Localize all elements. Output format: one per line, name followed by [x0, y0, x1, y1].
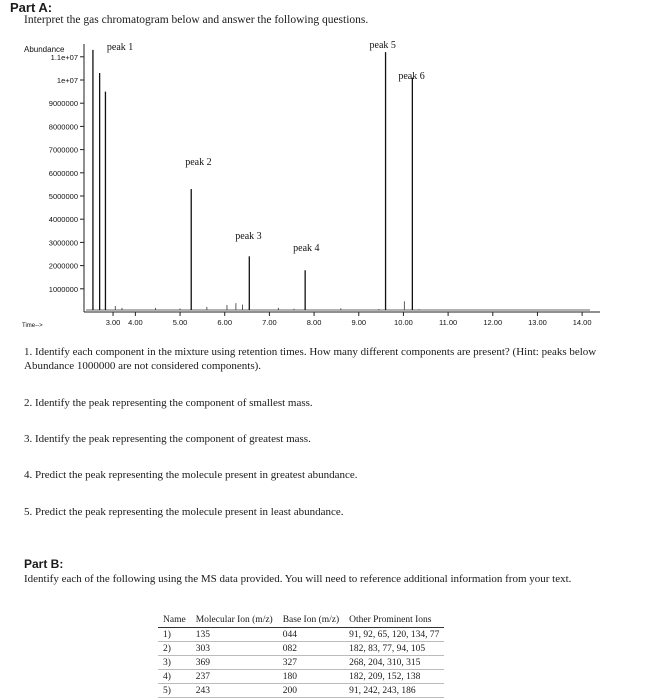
x-tick-label: 8.00 [306, 318, 322, 327]
y-tick-label: 3000000 [48, 238, 78, 248]
x-tick-label: 13.00 [528, 318, 547, 327]
cell-base-ion: 082 [278, 642, 344, 656]
question-3: 3. Identify the peak representing the component of greatest mass. [24, 433, 311, 445]
x-axis-label: Time--> [22, 323, 43, 329]
table-row [158, 656, 444, 670]
x-tick-label: 7.00 [262, 318, 277, 327]
question-5: 5. Predict the peak representing the molecule present in least abundance. [24, 506, 344, 518]
cell-base-ion: 327 [278, 656, 344, 670]
cell-other-ions: 268, 204, 310, 315 [344, 656, 444, 670]
part-a-intro: Interpret the gas chromatogram below and answer the following questions. [24, 14, 369, 26]
cell-molecular-ion: 135 [191, 628, 278, 642]
x-tick-label: 12.00 [483, 318, 503, 327]
table-row [158, 670, 444, 684]
peak-label: peak 4 [293, 243, 320, 254]
y-tick-label: 7000000 [48, 145, 78, 155]
header-molecular-ion: Molecular Ion (m/z) [191, 612, 278, 628]
cell-molecular-ion: 237 [191, 670, 278, 684]
table-row [158, 684, 444, 698]
y-axis-ticks [49, 53, 84, 294]
peak-label: peak 6 [398, 71, 425, 82]
x-tick-label: 10.00 [394, 318, 413, 327]
y-tick-label: 5000000 [48, 192, 78, 201]
x-tick-label: 11.00 [438, 318, 458, 327]
cell-other-ions: 91, 92, 65, 120, 134, 77 [344, 628, 444, 642]
x-tick-label: 14.00 [572, 318, 592, 327]
peak-label: peak 5 [369, 40, 396, 51]
y-tick-label: 6000000 [48, 168, 78, 178]
cell-base-ion: 044 [278, 628, 344, 642]
question-2: 2. Identify the peak representing the component of smallest mass. [24, 397, 313, 409]
x-tick-label: 6.00 [217, 318, 233, 327]
cell-name: 1) [158, 628, 191, 642]
ms-data-table [158, 612, 444, 698]
x-tick-label: 9.00 [351, 318, 367, 327]
question-1: 1. Identify each component in the mixture using retention times. How many different components are present? (Hint: peaks below Abundance 1000000 are not considered components). [24, 346, 597, 372]
table-row [158, 642, 444, 656]
question-4: 4. Predict the peak representing the molecule present in greatest abundance. [24, 469, 358, 481]
y-tick-label: 1000000 [48, 284, 78, 294]
cell-molecular-ion: 369 [191, 656, 278, 670]
cell-other-ions: 182, 209, 152, 138 [344, 670, 444, 684]
y-tick-label: 1e+07 [56, 76, 78, 85]
x-tick-label: 3.00 [105, 318, 121, 327]
x-tick-label: 4.00 [128, 318, 143, 327]
chart-axes [22, 44, 600, 329]
header-base-ion: Base Ion (m/z) [278, 612, 344, 628]
part-a-title: Part A: [10, 0, 53, 15]
cell-other-ions: 182, 83, 77, 94, 105 [344, 642, 444, 656]
peak-labels [107, 40, 425, 254]
peak-label: peak 2 [185, 157, 212, 168]
cell-molecular-ion: 243 [191, 684, 278, 698]
chromatogram-trace [86, 50, 590, 310]
y-tick-label: 1.1e+07 [50, 52, 78, 62]
y-tick-label: 8000000 [48, 122, 78, 132]
x-axis-ticks [106, 312, 592, 327]
header-other-ions: Other Prominent Ions [344, 612, 444, 628]
cell-name: 3) [158, 656, 191, 670]
peak-label: peak 3 [235, 231, 262, 242]
cell-name: 2) [158, 642, 191, 656]
y-axis-label: Abundance [24, 45, 65, 54]
peak-label: peak 1 [106, 42, 134, 53]
table-header-row [158, 612, 444, 628]
y-tick-label: 4000000 [48, 215, 78, 225]
cell-name: 4) [158, 670, 191, 684]
cell-molecular-ion: 303 [191, 642, 278, 656]
cell-other-ions: 91, 242, 243, 186 [344, 684, 444, 698]
part-b-title: Part B: [24, 557, 64, 571]
header-name: Name [158, 612, 191, 628]
gas-chromatogram [0, 36, 667, 336]
part-b-intro: Identify each of the following using the MS data provided. You will need to reference additional information from your text. [24, 573, 572, 585]
cell-base-ion: 180 [278, 670, 344, 684]
y-tick-label: 9000000 [48, 99, 78, 109]
y-tick-label: 2000000 [48, 261, 78, 271]
x-tick-label: 5.00 [172, 318, 188, 327]
table-row [158, 628, 444, 642]
cell-name: 5) [158, 684, 191, 698]
cell-base-ion: 200 [278, 684, 344, 698]
